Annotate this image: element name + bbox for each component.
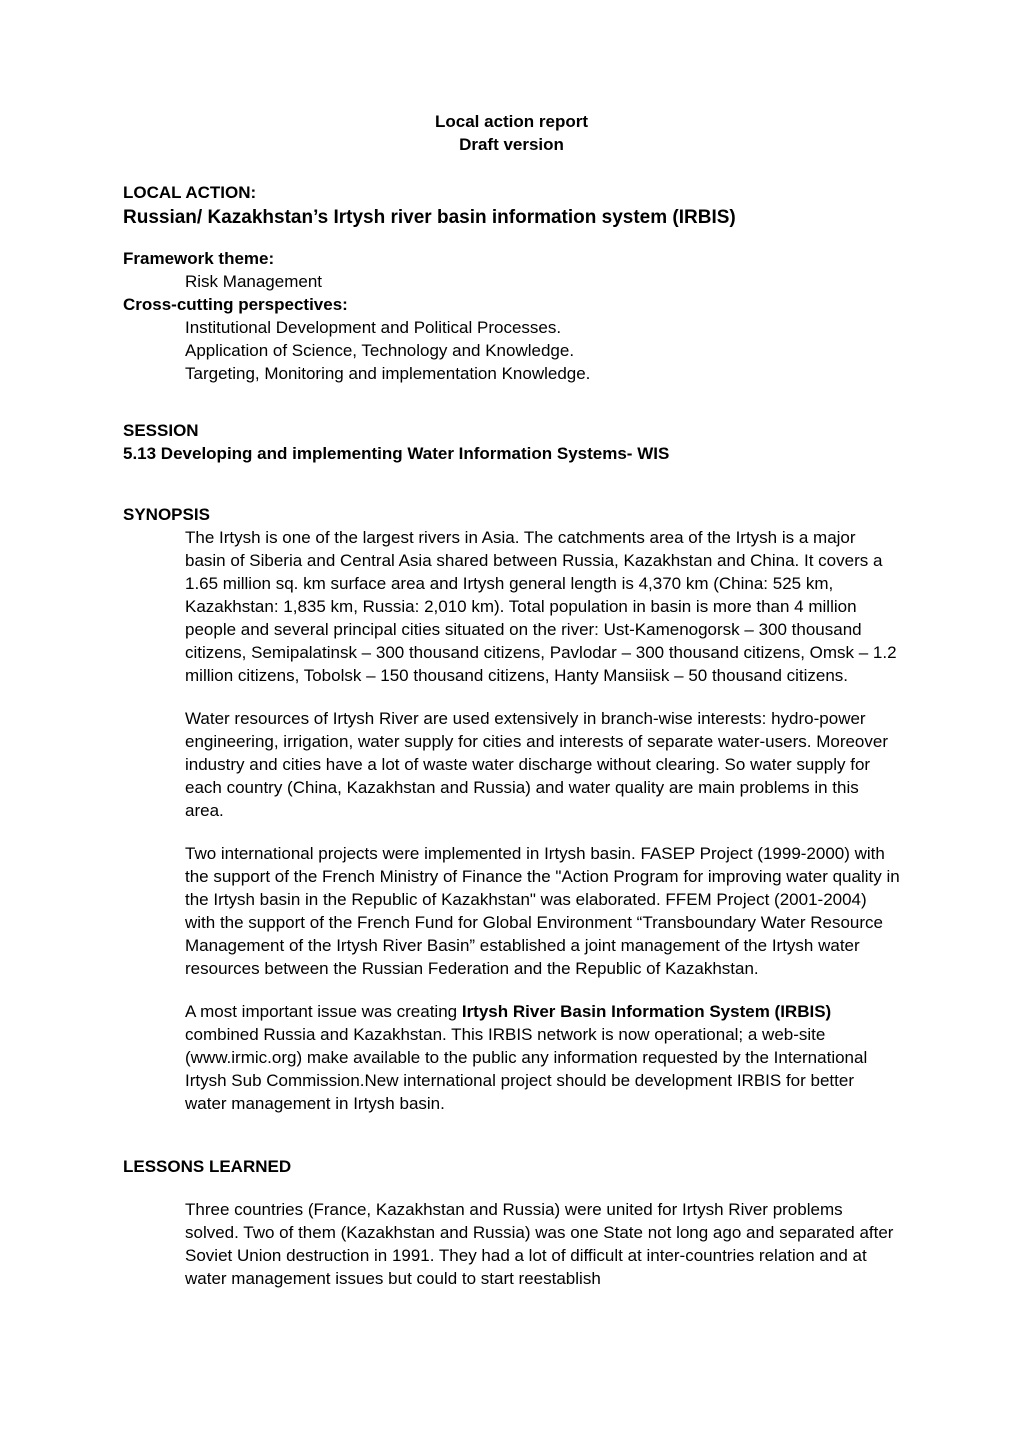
synopsis-p4-text-post: combined Russia and Kazakhstan. This IRBIS network is now operational; a web-site (www.irmic.org) make available to the public any information requested by the International Irtysh Sub Commission.New international project should be development IRBIS for better water management in Irtysh basin. [185, 1025, 868, 1113]
session-label: SESSION [123, 421, 199, 440]
lessons-learned-section [123, 1155, 900, 1290]
cross-cutting-item: Application of Science, Technology and Knowledge. [185, 341, 575, 360]
session-section [123, 419, 900, 465]
local-action-section [123, 181, 900, 231]
doc-title: Local action report [434, 112, 589, 131]
synopsis-paragraph-3: Two international projects were implemented in Irtysh basin. FASEP Project (1999-2000) with the support of the French Ministry of Finance the "Action Program for improving water quality in the Irtysh basin in the Republic of Kazakhstan" was elaborated. FFEM Project (2001-2004) with the support of the French Fund for Global Environment “Transboundary Water Resource Management of the Irtysh River Basin” established a joint management of the Irtysh water resources between the Russian Federation and the Republic of Kazakhstan. [185, 844, 900, 978]
framework-theme-label: Framework theme: [123, 249, 275, 268]
local-action-title: Russian/ Kazakhstan’s Irtysh river basin information system (IRBIS) [123, 207, 736, 228]
synopsis-paragraph-4 [185, 1000, 900, 1115]
session-title: 5.13 Developing and implementing Water Information Systems- WIS [123, 444, 670, 463]
synopsis-p4-bold-phrase: Irtysh River Basin Information System (IRBIS) [461, 1002, 832, 1021]
synopsis-section [123, 503, 900, 1115]
synopsis-label: SYNOPSIS [123, 505, 210, 524]
synopsis-paragraph-1: The Irtysh is one of the largest rivers in Asia. The catchments area of the Irtysh is a major basin of Siberia and Central Asia shared between Russia, Kazakhstan and China. It covers a 1.65 million sq. km surface area and Irtysh general length is 4,370 km (China: 525 km, Kazakhstan: 1,835 km, Russia: 2,010 km). Total population in basin is more than 4 million people and several principal cities situated on the river: Ust-Kamenogorsk – 300 thousand citizens, Semipalatinsk – 300 thousand citizens, Pavlodar – 300 thousand citizens, Omsk – 1.2 million citizens, Tobolsk – 150 thousand citizens, Hanty Mansiisk – 50 thousand citizens. [185, 528, 897, 685]
doc-subtitle: Draft version [459, 135, 564, 154]
framework-theme-value: Risk Management [185, 272, 323, 291]
cross-cutting-item: Institutional Development and Political Processes. [185, 318, 562, 337]
synopsis-paragraph-2: Water resources of Irtysh River are used extensively in branch-wise interests: hydro-power engineering, irrigation, water supply for cities and interests of separate water-users. Moreover industry and cities have a lot of waste water discharge without clearing. So water supply for each country (China, Kazakhstan and Russia) and water quality are main problems in this area. [185, 709, 889, 820]
lessons-learned-label: LESSONS LEARNED [123, 1157, 292, 1176]
synopsis-p4-text-pre: A most important issue was creating [185, 1002, 462, 1021]
cross-cutting-item: Targeting, Monitoring and implementation Knowledge. [185, 364, 591, 383]
framework-section [123, 247, 900, 385]
title-block [123, 110, 900, 156]
local-action-label: LOCAL ACTION: [123, 183, 257, 202]
cross-cutting-label: Cross-cutting perspectives: [123, 295, 348, 314]
lessons-learned-paragraph-1: Three countries (France, Kazakhstan and Russia) were united for Irtysh River problems solved. Two of them (Kazakhstan and Russia) was one State not long ago and separated after Soviet Union destruction in 1991. They had a lot of difficult at inter-countries relation and at water management issues but could to start reestablish [185, 1200, 894, 1288]
